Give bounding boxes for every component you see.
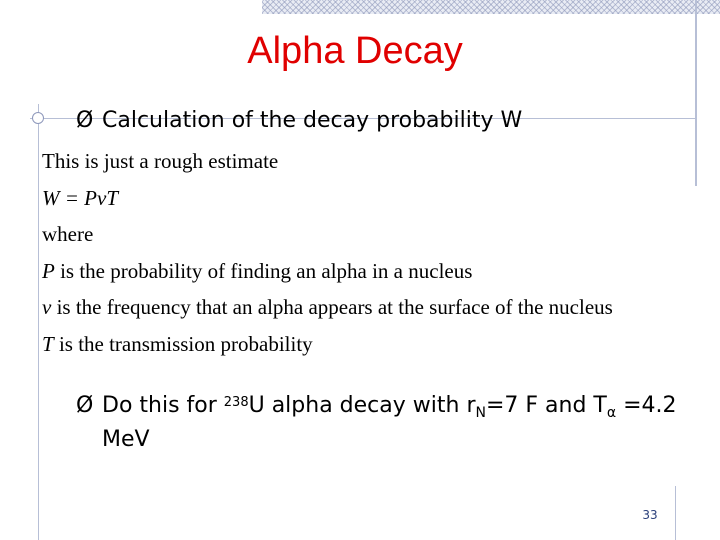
definition-v: is the frequency that an alpha appears at the surface of the nucleus xyxy=(51,295,613,319)
symbol-t: T xyxy=(42,331,54,356)
subscript-n: N xyxy=(475,405,486,421)
header-pattern-band xyxy=(262,0,720,14)
subscript-alpha: α xyxy=(606,405,617,421)
page-number: 33 xyxy=(642,508,658,522)
symbol-p: P xyxy=(42,258,55,283)
arrow-bullet-icon: Ø xyxy=(76,393,94,418)
page-number-divider xyxy=(675,486,676,540)
decorative-circle-icon xyxy=(32,112,44,124)
bullet-task xyxy=(76,390,686,455)
formula-rest: = Pv xyxy=(59,185,107,210)
task-suffix: =4.2 MeV xyxy=(102,393,677,452)
formula-w: W xyxy=(42,185,60,210)
isotope-mass-number: 238 xyxy=(223,395,249,410)
formula-t: T xyxy=(106,185,119,210)
bullet-text: Calculation of the decay probability W xyxy=(102,108,523,133)
arrow-bullet-icon: Ø xyxy=(76,108,94,133)
body-text xyxy=(42,143,613,362)
definition-p: is the probability of finding an alpha in a nucleus xyxy=(54,258,473,283)
body-line-where: where xyxy=(42,222,94,246)
task-prefix: Do this for xyxy=(102,393,224,418)
definition-t: is the transmission probability xyxy=(53,331,313,356)
bullet-task-text xyxy=(102,390,686,455)
bullet-calculation xyxy=(76,108,522,133)
symbol-v: v xyxy=(42,295,52,319)
body-line-v xyxy=(42,289,613,326)
body-line-formula xyxy=(42,180,613,217)
slide-title: Alpha Decay xyxy=(247,30,463,72)
body-line-t xyxy=(42,326,613,363)
body-line-p xyxy=(42,253,613,290)
task-mid2: =7 F and T xyxy=(485,393,607,418)
decorative-vertical-line-right xyxy=(695,0,697,186)
decorative-vertical-line-left xyxy=(38,104,39,540)
body-line-estimate: This is just a rough estimate xyxy=(42,149,279,173)
task-mid1: U alpha decay with r xyxy=(248,393,476,418)
